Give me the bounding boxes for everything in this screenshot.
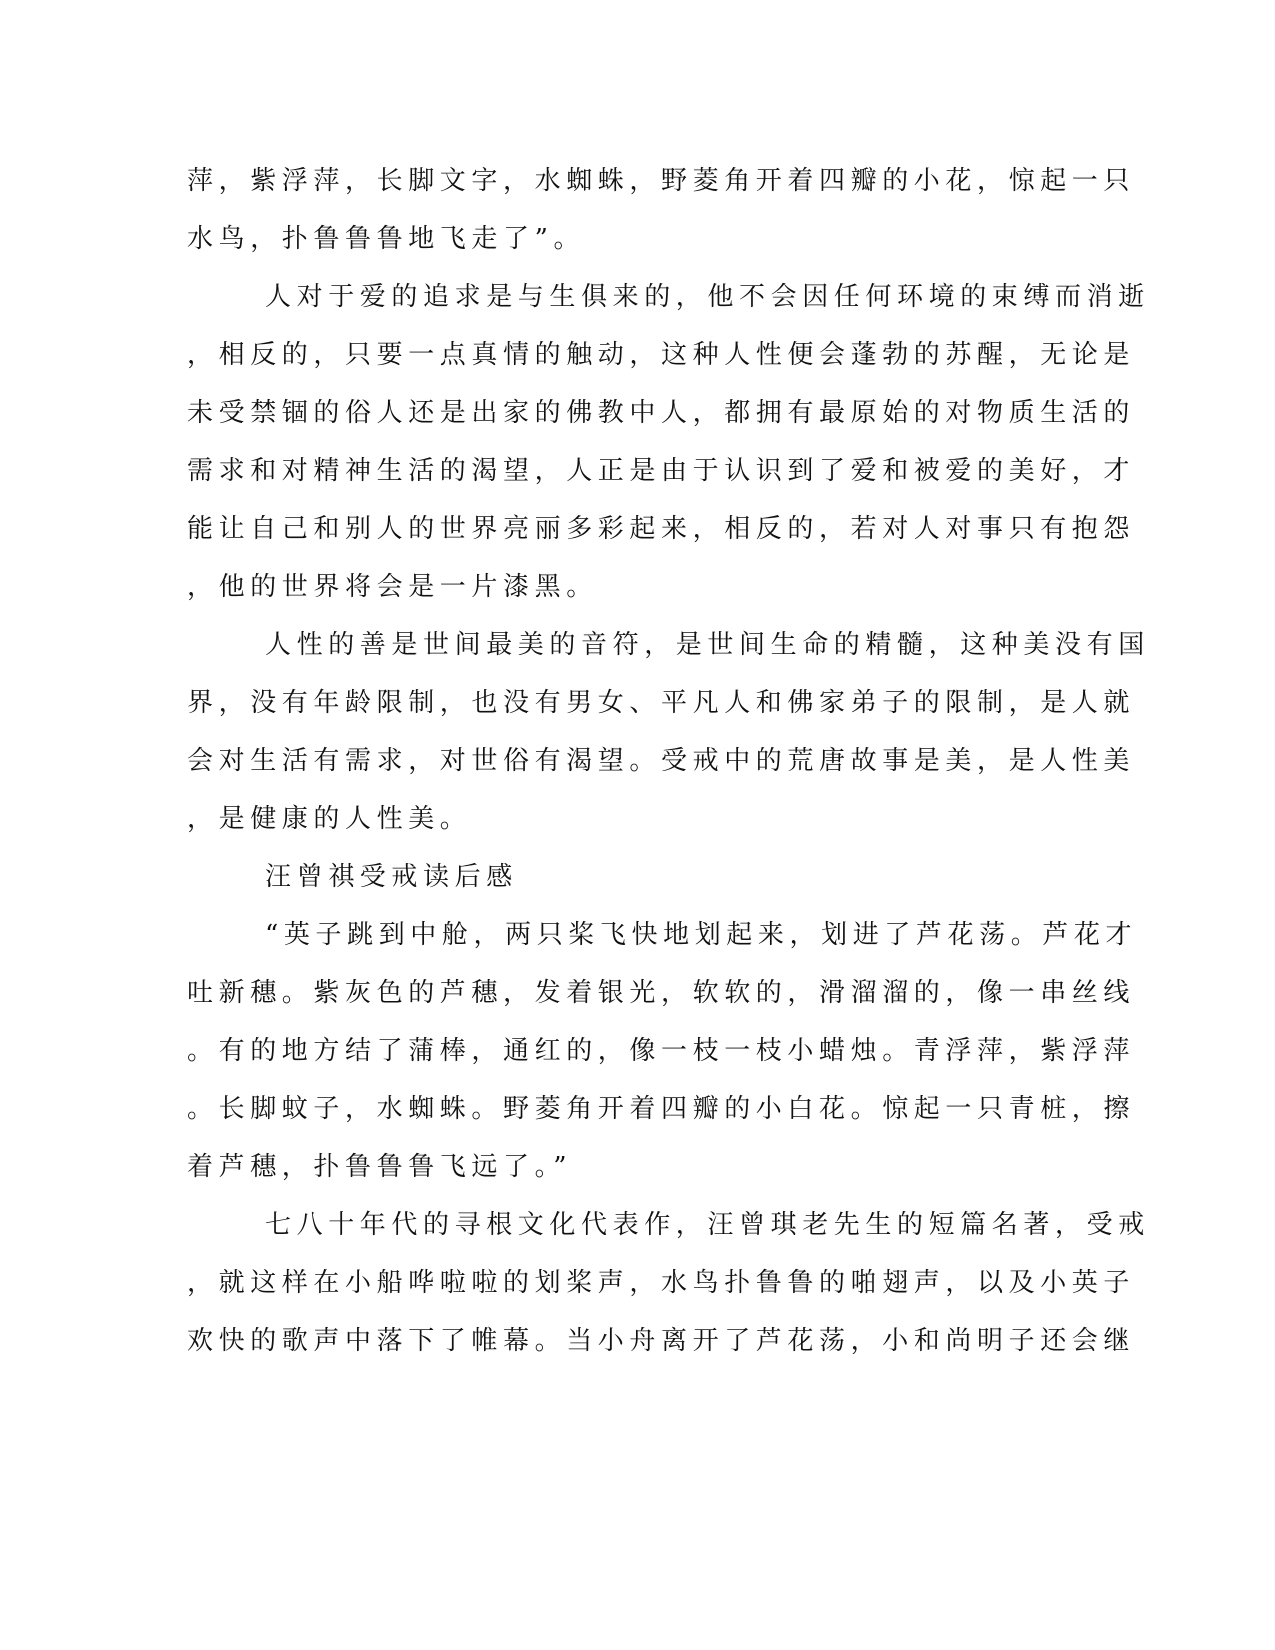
text-line: 能让自己和别人的世界亮丽多彩起来，相反的，若对人对事只有抱怨 xyxy=(187,514,1136,544)
paragraph-first-line: 七八十年代的寻根文化代表作，汪曾琪老先生的短篇名著，受戒 xyxy=(265,1210,1150,1240)
text-line: 水鸟，扑鲁鲁鲁地飞走了”。 xyxy=(187,224,586,254)
paragraph-first-line: 人对于爱的追求是与生俱来的，他不会因任何环境的束缚而消逝 xyxy=(265,282,1150,312)
text-line: 。有的地方结了蒲棒，通红的，像一枝一枝小蜡烛。青浮萍，紫浮萍 xyxy=(187,1036,1136,1066)
text-line: ，相反的，只要一点真情的触动，这种人性便会蓬勃的苏醒，无论是 xyxy=(187,340,1136,370)
text-line: ，就这样在小船哗啦啦的划桨声，水鸟扑鲁鲁的啪翅声，以及小英子 xyxy=(187,1268,1136,1298)
section-title: 汪曾祺受戒读后感 xyxy=(265,862,518,892)
text-line: ，他的世界将会是一片漆黑。 xyxy=(187,572,598,602)
text-line: 需求和对精神生活的渴望，人正是由于认识到了爱和被爱的美好，才 xyxy=(187,456,1136,486)
paragraph-first-line: 人性的善是世间最美的音符，是世间生命的精髓，这种美没有国 xyxy=(265,630,1150,660)
text-line: 。长脚蚊子，水蜘蛛。野菱角开着四瓣的小白花。惊起一只青桩，擦 xyxy=(187,1094,1136,1124)
text-line: ，是健康的人性美。 xyxy=(187,804,472,834)
text-line: 未受禁锢的俗人还是出家的佛教中人，都拥有最原始的对物质生活的 xyxy=(187,398,1136,428)
text-line: 吐新穗。紫灰色的芦穗，发着银光，软软的，滑溜溜的，像一串丝线 xyxy=(187,978,1136,1008)
text-line: 会对生活有需求，对世俗有渴望。受戒中的荒唐故事是美，是人性美 xyxy=(187,746,1136,776)
text-line: 欢快的歌声中落下了帷幕。当小舟离开了芦花荡，小和尚明子还会继 xyxy=(187,1326,1136,1356)
text-line: 萍，紫浮萍，长脚文字，水蜘蛛，野菱角开着四瓣的小花，惊起一只 xyxy=(187,166,1136,196)
text-line: 着芦穗，扑鲁鲁鲁飞远了。” xyxy=(187,1152,573,1182)
text-line: 界，没有年龄限制，也没有男女、平凡人和佛家弟子的限制，是人就 xyxy=(187,688,1136,718)
paragraph-first-line: “英子跳到中舱，两只桨飞快地划起来，划进了芦花荡。芦花才 xyxy=(265,920,1138,950)
